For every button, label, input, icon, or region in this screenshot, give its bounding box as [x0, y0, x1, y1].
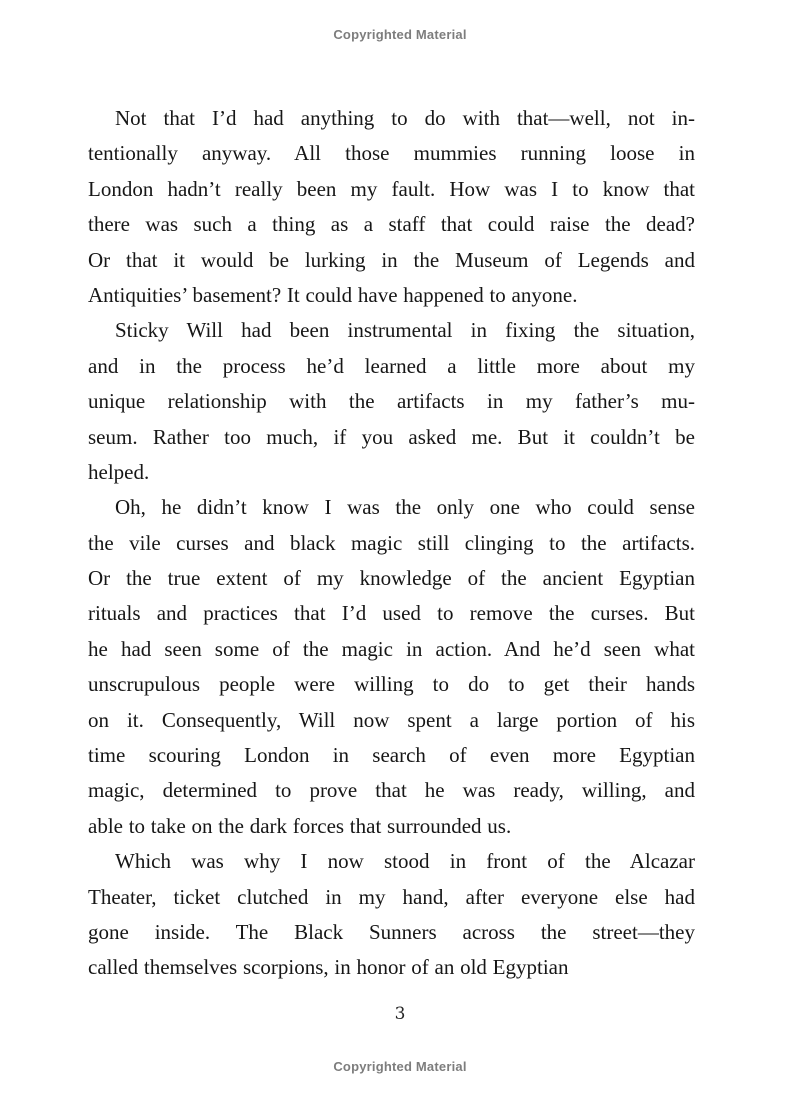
body-text [88, 101, 695, 986]
text-line: Sticky Will had been instrumental in fixing the situation, [115, 318, 695, 343]
text-line: Oh, he didn’t know I was the only one who could sense [115, 495, 695, 520]
paragraph [88, 101, 695, 313]
text-line: time scouring London in search of even more Egyptian [88, 743, 695, 768]
text-line: London hadn’t really been my fault. How was I to know that [88, 176, 695, 201]
copyright-notice-bottom: Copyrighted Material [333, 1059, 467, 1074]
text-line: Or the true extent of my knowledge of the ancient Egyptian [88, 566, 695, 591]
text-line: able to take on the dark forces that surrounded us. [88, 813, 512, 838]
text-line: Theater, ticket clutched in my hand, after everyone else had [88, 884, 695, 909]
text-line: rituals and practices that I’d used to remove the curses. But [88, 601, 695, 626]
text-line: helped. [88, 459, 150, 484]
text-line: on it. Consequently, Will now spent a large portion of his [88, 707, 695, 732]
text-line: Antiquities’ basement? It could have happened to anyone. [88, 282, 578, 307]
text-line: he had seen some of the magic in action. And he’d seen what [88, 636, 695, 661]
text-line: and in the process he’d learned a little more about my [88, 353, 695, 378]
text-line: unique relationship with the artifacts in my father’s mu- [88, 389, 695, 414]
text-line: tentionally anyway. All those mummies running loose in [88, 141, 695, 166]
text-line: seum. Rather too much, if you asked me. But it couldn’t be [88, 424, 695, 449]
text-line: Not that I’d had anything to do with that—well, not in- [115, 106, 695, 130]
text-line: Which was why I now stood in front of the Alcazar [115, 849, 695, 874]
paragraph [88, 490, 695, 844]
paragraph [88, 313, 695, 490]
text-line: the vile curses and black magic still clinging to the artifacts. [88, 530, 695, 555]
text-line: called themselves scorpions, in honor of an old Egyptian [88, 955, 569, 980]
paragraph [88, 844, 695, 986]
page-number: 3 [394, 1004, 406, 1024]
text-line: Or that it would be lurking in the Museum of Legends and [88, 247, 695, 272]
text-line: unscrupulous people were willing to do to get their hands [88, 672, 695, 697]
text-line: gone inside. The Black Sunners across the street—they [88, 919, 695, 944]
text-line: there was such a thing as a staff that could raise the dead? [88, 212, 695, 237]
text-line: magic, determined to prove that he was ready, willing, and [88, 778, 695, 803]
copyright-notice-top: Copyrighted Material [333, 27, 467, 42]
